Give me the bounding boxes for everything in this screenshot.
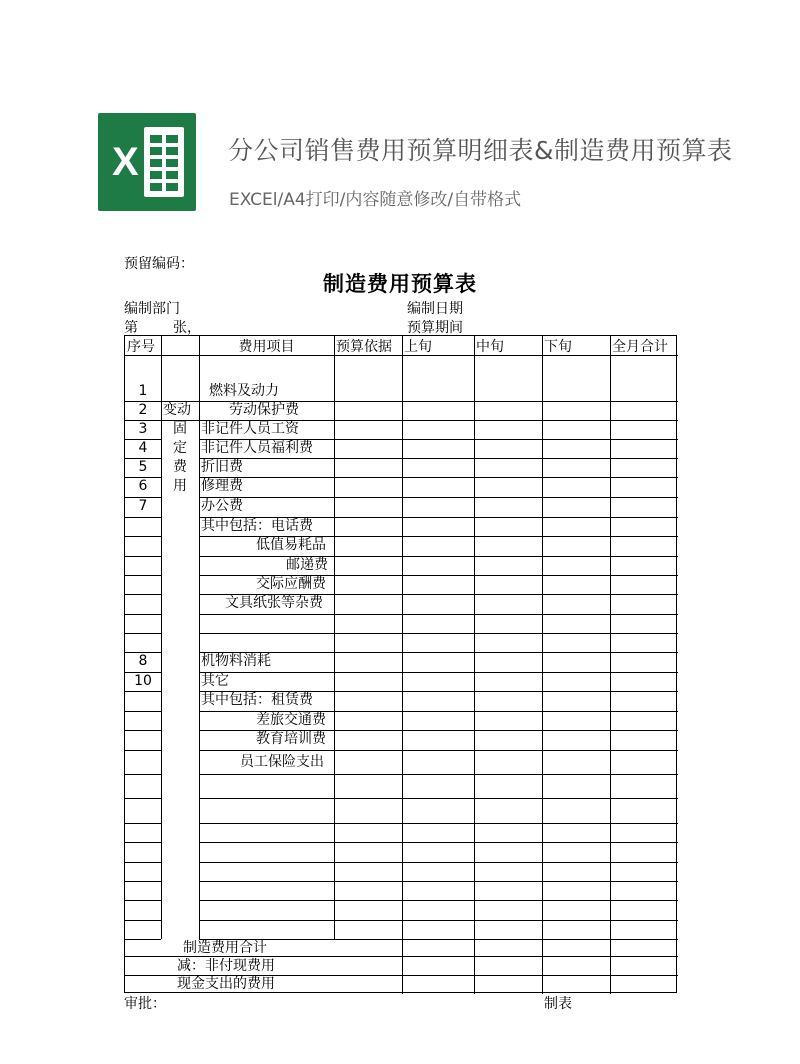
row-divider	[125, 881, 161, 882]
row-divider	[199, 614, 678, 615]
row-divider	[199, 497, 678, 498]
row-divider	[199, 556, 678, 557]
row-divider	[199, 774, 678, 775]
row-number: 6	[138, 478, 148, 494]
row-divider	[125, 691, 161, 692]
row-number: 3	[138, 421, 148, 437]
column-header: 下旬	[544, 339, 572, 355]
group-variable: 变动	[163, 402, 191, 418]
row-divider	[199, 862, 678, 863]
row-item: 其中包括：租赁费	[201, 692, 313, 708]
row-divider	[199, 798, 678, 799]
column-divider	[610, 336, 611, 994]
row-divider	[125, 594, 161, 595]
row-item: 非记件人员福利费	[201, 440, 313, 456]
row-divider	[199, 458, 678, 459]
less-label: 减：非付现费用	[177, 958, 275, 974]
row-divider	[199, 842, 678, 843]
row-item: 机物料消耗	[201, 653, 271, 669]
row-divider	[199, 920, 678, 921]
row-item: 其中包括：电话费	[201, 518, 313, 534]
row-divider	[125, 750, 161, 751]
column-header: 序号	[127, 339, 155, 355]
column-divider	[161, 336, 162, 939]
row-divider	[199, 900, 678, 901]
row-item: 邮递费	[286, 557, 328, 573]
row-number: 10	[134, 673, 152, 689]
column-divider	[199, 336, 200, 939]
row-divider	[125, 900, 161, 901]
row-number: 2	[138, 402, 148, 418]
row-divider	[199, 823, 678, 824]
row-divider	[125, 575, 161, 576]
row-item: 员工保险支出	[240, 754, 324, 770]
approve-label: 审批：	[124, 996, 166, 1012]
row-divider	[199, 633, 678, 634]
dept-label: 编制部门	[124, 301, 180, 317]
column-header: 预算依据	[336, 339, 392, 355]
period-label: 预算期间	[407, 320, 463, 336]
row-divider	[125, 517, 161, 518]
row-number: 4	[138, 440, 148, 456]
row-item: 低值易耗品	[256, 537, 326, 553]
row-divider	[125, 614, 161, 615]
row-divider	[199, 881, 678, 882]
row-divider	[125, 939, 161, 940]
column-divider	[402, 336, 403, 994]
row-divider	[125, 633, 161, 634]
group-fixed: 固定费用	[173, 421, 187, 494]
excel-logo-icon	[98, 113, 196, 211]
column-divider	[542, 336, 543, 994]
row-divider	[199, 672, 678, 673]
reserved-code-label: 预留编码：	[124, 256, 194, 272]
sheet-label-2: 张，	[173, 320, 201, 336]
row-divider	[125, 920, 161, 921]
row-number: 8	[138, 653, 148, 669]
row-item: 燃料及动力	[209, 383, 279, 399]
row-item: 其它	[201, 673, 229, 689]
row-divider	[199, 477, 678, 478]
row-divider	[125, 730, 161, 731]
row-divider	[125, 536, 161, 537]
column-header: 费用项目	[238, 339, 295, 355]
row-divider	[125, 711, 161, 712]
budget-table	[124, 335, 677, 993]
row-item: 修理费	[201, 478, 243, 494]
column-header: 上旬	[404, 339, 432, 355]
row-item: 折旧费	[201, 459, 243, 475]
prepared-label: 制表	[544, 996, 572, 1012]
row-number: 7	[138, 498, 148, 514]
banner-subtitle: EXCEl/A4打印/内容随意修改/自带格式	[229, 190, 522, 210]
banner-title: 分公司销售费用预算明细表&制造费用预算表	[228, 136, 733, 165]
date-label: 编制日期	[407, 301, 463, 317]
row-item: 办公费	[201, 498, 243, 514]
row-divider	[125, 862, 161, 863]
row-divider	[125, 556, 161, 557]
cash-label: 现金支出的费用	[177, 976, 275, 992]
document-title: 制造费用预算表	[323, 272, 477, 296]
row-divider	[199, 939, 678, 940]
total-label: 制造费用合计	[183, 940, 267, 956]
row-item: 差旅交通费	[256, 712, 326, 728]
spreadsheet-grid-icon	[144, 127, 184, 197]
column-divider	[474, 336, 475, 994]
column-header: 中旬	[476, 339, 504, 355]
row-divider	[125, 774, 161, 775]
row-divider	[125, 823, 161, 824]
row-number: 1	[138, 383, 148, 399]
row-divider	[125, 842, 161, 843]
row-number: 5	[138, 459, 148, 475]
logo-letter: X	[112, 140, 139, 184]
sheet-label-1: 第	[124, 320, 138, 336]
row-item: 非记件人员工资	[201, 421, 299, 437]
row-item: 教育培训费	[256, 731, 326, 747]
row-divider	[199, 750, 678, 751]
row-divider	[125, 798, 161, 799]
row-item: 劳动保护费	[229, 402, 299, 418]
column-header: 全月合计	[612, 339, 668, 355]
row-item: 文具纸张等杂费	[225, 595, 323, 611]
column-divider	[334, 336, 335, 939]
row-item: 交际应酬费	[256, 576, 326, 592]
